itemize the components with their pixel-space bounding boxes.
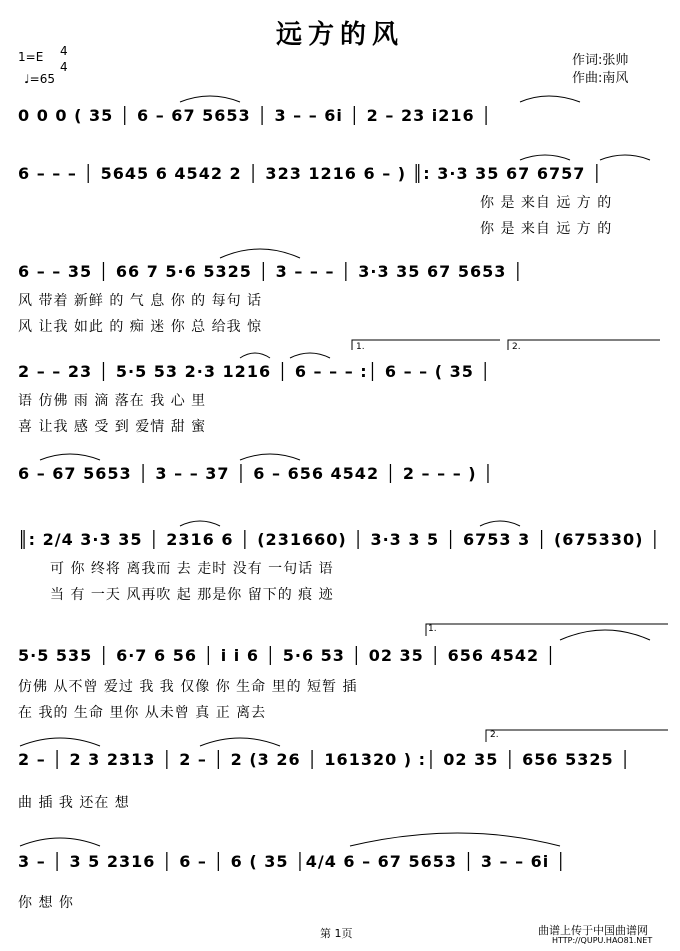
slur	[290, 353, 330, 358]
tempo-marking: ♩=65	[24, 72, 55, 86]
lyric-row-7-verse-2: 在 我的 生命 里你 从未曾 真 正 离去	[18, 705, 267, 721]
lyric-row-4-verse-2: 喜 让我 感 受 到 爱情 甜 蜜	[18, 419, 207, 435]
slur	[600, 155, 650, 160]
watermark-url: HTTP://QUPU.HAO81.NET	[552, 936, 653, 945]
slur	[20, 738, 100, 746]
time-numerator: 4	[60, 44, 68, 58]
song-title: 远方的风	[275, 20, 404, 50]
slur	[200, 738, 280, 746]
slur	[520, 96, 580, 102]
slur	[240, 353, 270, 358]
lyric-row-6-verse-1: 可 你 终将 离我而 去 走时 没有 一句话 语	[50, 561, 334, 577]
lyric-row-9-verse-1: 你 想 你	[18, 895, 74, 911]
volta-bracket-3	[426, 624, 668, 636]
lyric-row-4-verse-1: 语 仿佛 雨 滴 落在 我 心 里	[18, 393, 207, 409]
lyric-row-3-verse-2: 风 让我 如此 的 痴 迷 你 总 给我 惊	[18, 319, 263, 335]
slur	[180, 96, 240, 102]
slur	[220, 249, 300, 258]
watermark-text: 曲谱上传于中国曲谱网	[538, 924, 648, 937]
score-row-1: 0 0 0 ( 35 │ 6 – 67 5653 │ 3 – – 6i │ 2 – 23 i216 │	[18, 106, 492, 125]
key-signature: 1=E	[18, 50, 44, 64]
slur	[180, 521, 220, 526]
second-ending-label: 2.	[512, 342, 521, 352]
score-row-6: ║: 2/4 3·3 35 │ 2316 6 │ (231660) │ 3·3 3 5 │ 6753 3 │ (675330) │	[18, 530, 661, 549]
lyric-row-6-verse-2: 当 有 一天 风再吹 起 那是你 留下的 痕 迹	[50, 587, 334, 603]
score-row-4: 2 – – 23 │ 5·5 53 2·3 1216 │ 6 – – – :│ 6 – – ( 35 │	[18, 362, 492, 381]
slur	[520, 155, 570, 160]
lyric-row-8-verse-1: 曲 插 我 还在 想	[18, 795, 130, 811]
page-number: 第 1页	[320, 927, 353, 940]
slur	[20, 838, 100, 846]
time-denominator: 4	[60, 60, 68, 74]
score-row-2: 6 – – – │ 5645 6 4542 2 │ 323 1216 6 – ) ║: 3·3 35 67 6757 │	[18, 164, 603, 183]
lyric-row-2-verse-2: 你 是 来自 远 方 的	[480, 221, 613, 237]
volta-bracket-1	[352, 340, 500, 350]
slur	[40, 454, 100, 460]
slur	[480, 521, 520, 526]
volta-bracket-4	[486, 730, 668, 742]
score-row-9: 3 – │ 3 5 2316 │ 6 – │ 6 ( 35 │4/4 6 – 67 5653 │ 3 – – 6i │	[18, 852, 567, 871]
second-ending-label-2: 2.	[490, 730, 499, 740]
composer-credit: 作曲:南风	[572, 71, 629, 86]
score-row-3: 6 – – 35 │ 66 7 5·6 5325 │ 3 – – – │ 3·3 35 67 5653 │	[18, 262, 524, 281]
score-row-7: 5·5 535 │ 6·7 6 56 │ i i 6 │ 5·6 53 │ 02 35 │ 656 4542 │	[18, 646, 557, 665]
volta-bracket-2	[508, 340, 660, 350]
slur	[560, 630, 650, 640]
lyricist-credit: 作词:张帅	[572, 53, 629, 68]
slur	[240, 454, 300, 460]
slur	[350, 833, 560, 846]
first-ending-label-2: 1.	[428, 624, 437, 634]
lyric-row-7-verse-1: 仿佛 从不曾 爱过 我 我 仅像 你 生命 里的 短暂 插	[18, 679, 358, 695]
score-row-5: 6 – 67 5653 │ 3 – – 37 │ 6 – 656 4542 │ 2 – – – ) │	[18, 464, 494, 483]
score-row-8: 2 – │ 2 3 2313 │ 2 – │ 2 (3 26 │ 161320 ) :│ 02 35 │ 656 5325 │	[18, 750, 631, 769]
first-ending-label: 1.	[356, 342, 365, 352]
lyric-row-3-verse-1: 风 带着 新鲜 的 气 息 你 的 每句 话	[18, 293, 263, 309]
lyric-row-2-verse-1: 你 是 来自 远 方 的	[480, 195, 613, 211]
